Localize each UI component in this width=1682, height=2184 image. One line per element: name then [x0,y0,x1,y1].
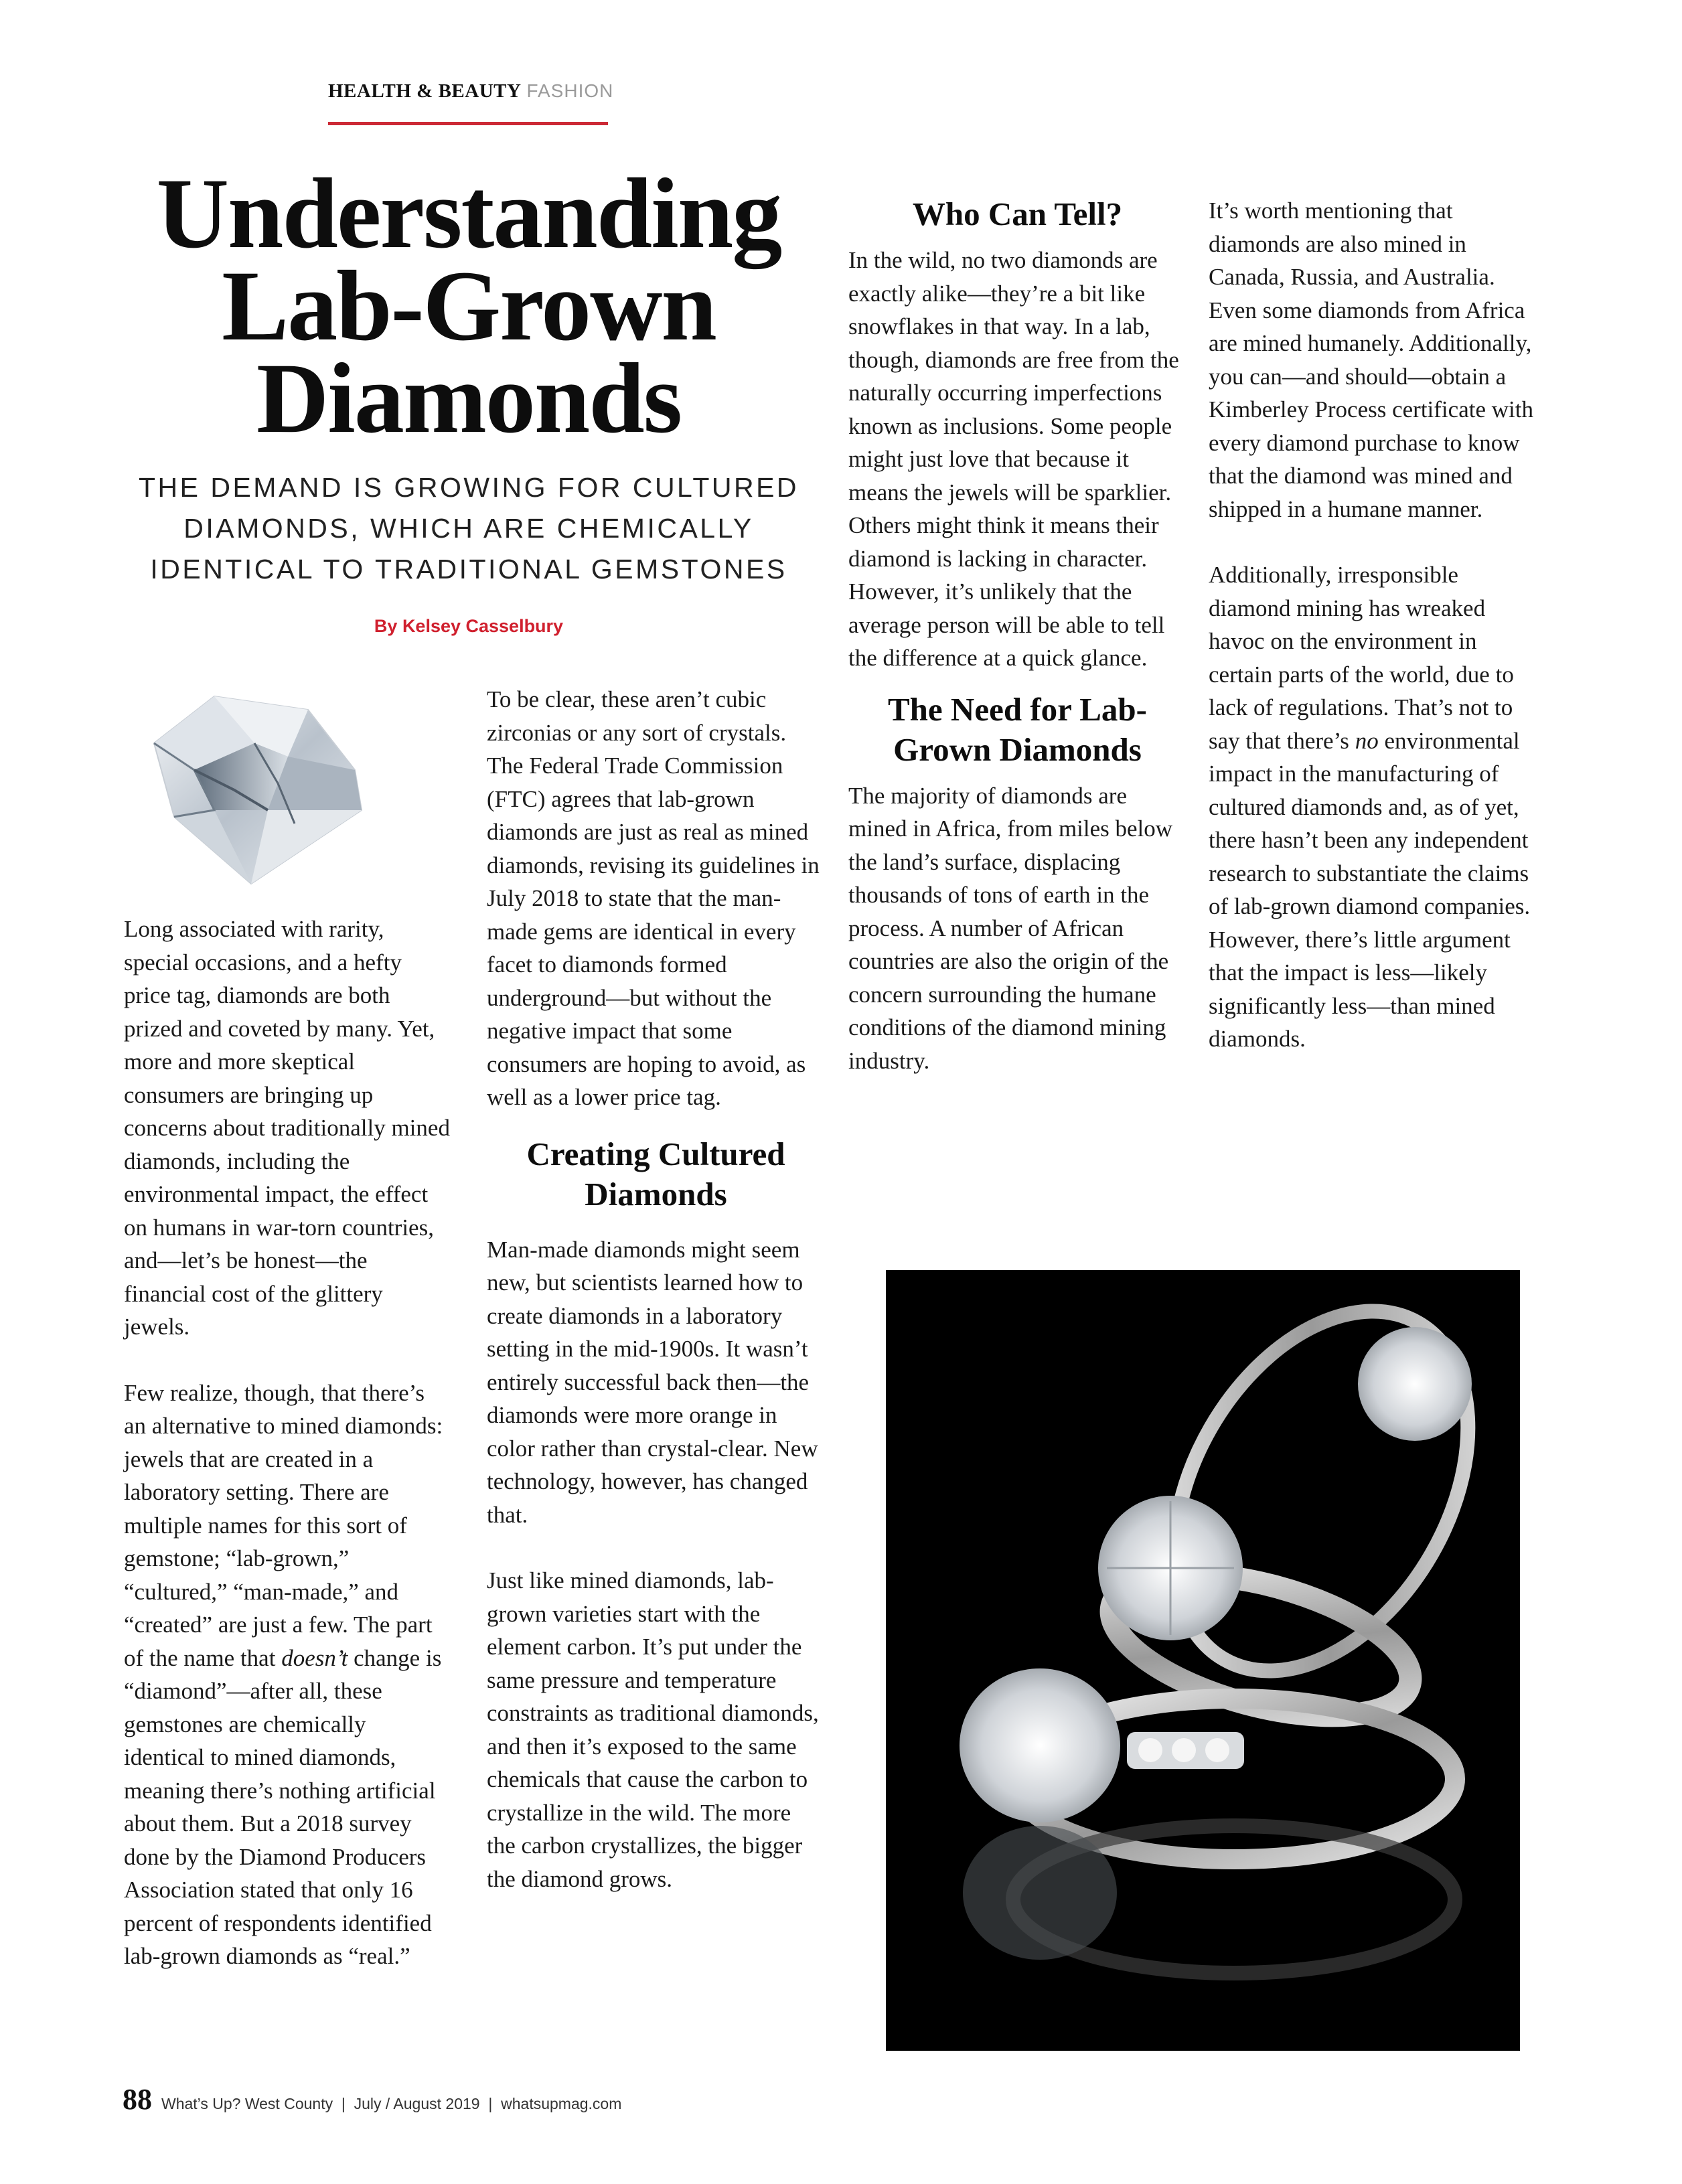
deck-line: DIAMONDS, WHICH ARE CHEMICALLY [183,513,754,544]
paragraph: Just like mined diamonds, lab-grown varieties start with the element carbon. It’s put under the same pressure and temperature constraints as traditional diamonds, and then it’s exposed to the same chemicals that cause the carbon to crystallize in the wild. The more the carbon crystallizes, the bigger the diamond grows. [487,1567,819,1892]
article-title [100,158,837,454]
title-line: Understanding [156,158,781,269]
rings-icon [886,1270,1520,2051]
diamond-rings-photo [886,1270,1520,2051]
paragraph: Long associated with rarity, special occasions, and a hefty price tag, diamonds are both prized and coveted by many. Yet, more and more skeptical consumers are bringing up concerns about traditionally mined diamonds, including the environmental impact, the effect on humans in war-torn countries, and—let’s be honest—the financial cost of the glittery jewels. [124,916,450,1340]
subheading-who-can-tell: Who Can Tell? [912,196,1123,232]
article-column-4 [1209,194,1543,1056]
title-line: Lab-Grown [222,250,716,362]
article-column-1 [124,913,452,1973]
loose-diamond-image [134,683,432,890]
paragraph: To be clear, these aren’t cubic zirconias or any sort of crystals. The Federal Trade Commission (FTC) agrees that lab-grown diamonds are just as real as mined diamonds, revising its guidelines in July 2018 to state that the man-made gems are identical in every facet to diamonds formed underground—but without the negative impact that some consumers are hoping to avoid, as well as a lower price tag. [487,686,820,1110]
deck-line: IDENTICAL TO TRADITIONAL GEMSTONES [150,554,787,584]
diamond-icon [134,683,432,890]
page-number: 88 [123,2083,152,2116]
page-footer [123,2082,621,2116]
article-deck [127,467,810,590]
paragraph: Additionally, irresponsible diamond mining has wreaked havoc on the environment in certain parts of the world, due to lack of regulations. That’s not to say that there’s no environmental impact in the manufacturing of cultured diamonds and, as of yet, there hasn’t been any independent research to substantiate the claims of lab-grown diamond companies. However, there’s little argument that the impact is less—likely significantly less—than mined diamonds. [1209,562,1531,1052]
section-primary: HEALTH & BEAUTY [328,80,522,102]
paragraph: It’s worth mentioning that diamonds are also mined in Canada, Russia, and Australia. Even some diamonds from Africa are mined humanely. Additionally, you can—and should—obtain a Kimberley Process certificate with every diamond purchase to know that the diamond was mined and shipped in a humane manner. [1209,198,1533,522]
footer-publication-info: What’s Up? West County | July / August 2019 | whatsupmag.com [161,2095,622,2112]
article-column-3 [848,194,1187,1077]
subheading-creating-cultured-diamonds: Creating Cultured Diamonds [526,1135,785,1213]
section-tag [328,80,614,102]
paragraph: In the wild, no two diamonds are exactly alike—they’re a bit like snowflakes in that way. In a lab, though, diamonds are free from the naturally occurring imperfections known as inclusions. Some people might just love that because it means the jewels will be sparklier. Others might think it means their diamond is lacking in character. However, it’s unlikely that the average person will be able to tell the difference at a quick glance. [848,247,1179,671]
paragraph: Man-made diamonds might seem new, but scientists learned how to create diamonds in a laboratory setting in the mid-1900s. It wasn’t entirely successful back then—the diamonds were more orange in color rather than crystal-clear. New technology, however, has changed that. [487,1236,818,1528]
section-rule-divider [328,122,608,125]
title-line: Diamonds [256,343,682,454]
byline: By Kelsey Casselbury [374,616,564,636]
emphasis: no [1355,727,1379,754]
deck-line: THE DEMAND IS GROWING FOR CULTURED [138,472,799,503]
section-secondary: FASHION [526,80,614,101]
subheading-need-for-lab-grown: The Need for Lab-Grown Diamonds [888,690,1147,768]
paragraph: The majority of diamonds are mined in Africa, from miles below the land’s surface, displacing thousands of tons of earth in the process. A number of African countries are also the origin of the concern surrounding the humane conditions of the diamond mining industry. [848,782,1173,1074]
paragraph: Few realize, though, that there’s an alternative to mined diamonds: jewels that are created in a laboratory setting. There are multiple names for this sort of gemstone; “lab-grown,” “cultured,” “man-made,” and “created” are just a few. The part of the name that doesn’t change is “diamond”—after all, these gemstones are chemically identical to mined diamonds, meaning there’s nothing artificial about them. But a 2018 survey done by the Diamond Producers Association stated that only 16 percent of respondents identified lab-grown diamonds as “real.” [124,1379,443,1969]
article-column-2 [487,683,825,1895]
emphasis: doesn’t [281,1644,348,1671]
